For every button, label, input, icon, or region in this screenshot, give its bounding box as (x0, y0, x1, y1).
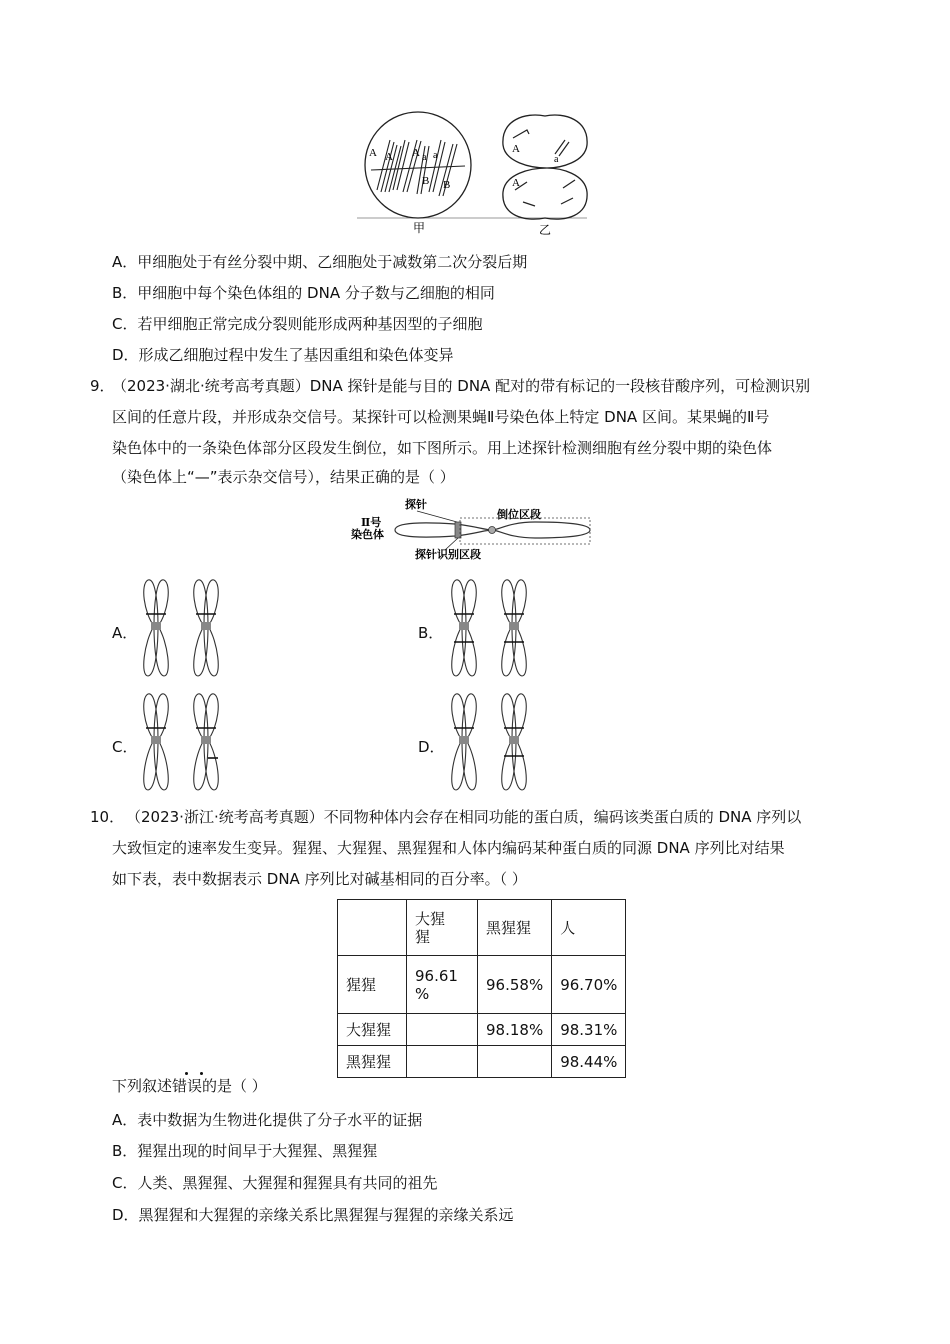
table-cell: 96.61 % (407, 956, 478, 1014)
table-cell: 大猩猩 (338, 1014, 407, 1046)
table-cell: 98.31% (552, 1014, 626, 1046)
probe-label: 探针 (405, 499, 427, 511)
q10-stem-line-1: （2023·浙江·统考高考真题）不同物种体内会存在相同功能的蛋白质，编码该类蛋白质的 DNA 序列以 (126, 808, 802, 826)
table-row (338, 956, 626, 1014)
q9-option-b-figure (444, 578, 544, 678)
q9-option-b-label: B． (418, 624, 444, 642)
table-header-row (338, 900, 626, 956)
q9-option-a-label: A． (112, 624, 138, 642)
table-header-cell: 人 (552, 900, 626, 956)
q8-option-b: B．甲细胞中每个染色体组的 DNA 分子数与乙细胞的相同 (112, 284, 495, 302)
cell-yi-caption: 乙 (539, 223, 552, 237)
chrom-label-2: 染色体 (351, 529, 384, 541)
cell-yi (503, 115, 587, 219)
cell-jia-label-5: a (433, 150, 438, 161)
table-row (338, 1014, 626, 1046)
table-cell: 黑猩猩 (338, 1046, 407, 1078)
q10-stem-line-2: 大致恒定的速率发生变异。猩猩、大猩猩、黑猩猩和人体内编码某种蛋白质的同源 DNA 序列比对结果 (112, 839, 785, 857)
q8-option-c: C．若甲细胞正常完成分裂则能形成两种基因型的子细胞 (112, 315, 483, 333)
q10-option-b: B．猩猩出现的时间早于大猩猩、黑猩猩 (112, 1142, 378, 1160)
q10-question: 下列叙述错误的是（ ） (112, 1077, 267, 1095)
table-cell: 96.70% (552, 956, 626, 1014)
q8-option-a: A．甲细胞处于有丝分裂中期、乙细胞处于减数第二次分裂后期 (112, 253, 528, 271)
dna-similarity-table (337, 899, 626, 1078)
table-cell (478, 1046, 552, 1078)
table-cell: 98.44% (552, 1046, 626, 1078)
table-cell (407, 1046, 478, 1078)
q9-stem-line-1: （2023·湖北·统考高考真题）DNA 探针是能与目的 DNA 配对的带有标记的一段核苷酸序列，可检测识别 (112, 377, 811, 395)
table-cell: 98.18% (478, 1014, 552, 1046)
cell-jia-caption: 甲 (413, 221, 426, 235)
q10-number: 10． (90, 808, 125, 826)
q10-stem-line-3: 如下表，表中数据表示 DNA 序列比对碱基相同的百分率。（ ） (112, 870, 527, 888)
q9-stem-line-3: 染色体中的一条染色体部分区段发生倒位，如下图所示。用上述探针检测细胞有丝分裂中期的染色体 (112, 439, 773, 457)
cell-jia-label-4: a (422, 152, 427, 163)
q10-option-c: C．人类、黑猩猩、大猩猩和猩猩具有共同的祖先 (112, 1174, 438, 1192)
q9-option-d-figure (444, 692, 544, 792)
cell-yi-label-1: A (512, 143, 520, 155)
table-cell: 96.58% (478, 956, 552, 1014)
table-header-cell: 大猩 猩 (407, 900, 478, 956)
cell-yi-label-3: A (512, 177, 520, 189)
cell-jia-label-2: A (385, 151, 393, 163)
cell-jia-label-3: A (412, 147, 420, 159)
table-header-cell (338, 900, 407, 956)
q9-number: 9． (90, 377, 115, 395)
q10-option-a: A．表中数据为生物进化提供了分子水平的证据 (112, 1111, 423, 1129)
cell-jia-label-6: B (422, 175, 430, 187)
cell-jia (365, 112, 471, 218)
probe-region-label: 探针识别区段 (415, 549, 481, 561)
q9-option-c-figure (136, 692, 236, 792)
table-row (338, 1046, 626, 1078)
q9-stem-line-2: 区间的任意片段，并形成杂交信号。某探针可以检测果蝇Ⅱ号染色体上特定 DNA 区间。某果蝇的Ⅱ号 (112, 408, 770, 426)
q10-option-d: D．黑猩猩和大猩猩的亲缘关系比黑猩猩与猩猩的亲缘关系远 (112, 1206, 514, 1224)
cell-jia-label-1: A (369, 147, 377, 159)
inversion-label: 倒位区段 (497, 509, 541, 521)
q8-option-d: D．形成乙细胞过程中发生了基因重组和染色体变异 (112, 346, 454, 364)
table-header-cell: 黑猩猩 (478, 900, 552, 956)
cell-division-figure (355, 110, 595, 240)
cell-jia-label-7: B (443, 179, 451, 191)
chrom-label-1: Ⅱ号 (361, 517, 382, 529)
q9-option-a-figure (136, 578, 236, 678)
chromosome-inversion-diagram (345, 496, 605, 562)
q9-option-c-label: C． (112, 738, 138, 756)
table-cell (407, 1014, 478, 1046)
cell-yi-label-2: a (554, 154, 559, 165)
table-cell: 猩猩 (338, 956, 407, 1014)
q9-option-d-label: D． (418, 738, 445, 756)
q9-stem-line-4: （染色体上“—”表示杂交信号），结果正确的是（ ） (112, 468, 455, 486)
